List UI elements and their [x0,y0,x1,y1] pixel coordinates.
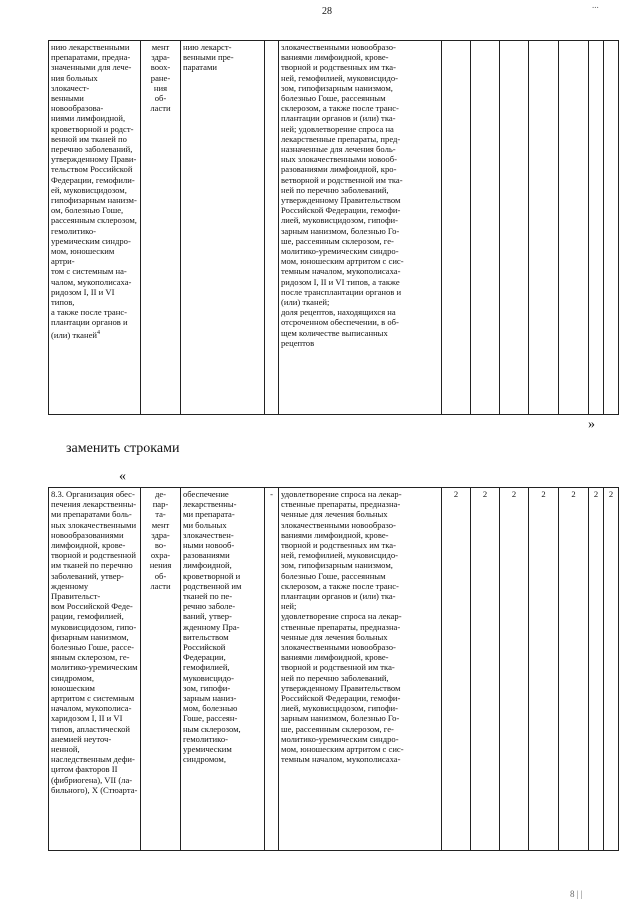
year-value-cell: 2 [471,488,500,851]
indicator-cell: удовлетворение спроса на лекар- ственные препараты, предназна- ченные для лечения больных злокачественными новообразо- ваниями лимфоидной, крове- творной и родственных им тка- ней, гемофилией, муковисцидо- зом, гипофизарным нанизмом, болезнью Гоше, рассеянным склерозом, а также после транс- плантации органов и (или) тка- ней; удовлетворение спроса на лекар- ственные препараты, предназна- ченные для лечения больных злокачественными новообразо- ваниями лимфоидной, крове- творной и родственной им тка- ней по перечню заболеваний, утвержденному Правительством Российской Федерации, гемофи- лией, муковисцидозом, гипофи- зарным нанизмом, болезнью Го- ше, рассеянным склерозом, ге- молитико-уремическим синдро- мом, юношеским артритом с сис- темным началом, мукополисаха- [279,488,442,851]
empty-cell [559,41,589,415]
year-value-cell: 2 [500,488,529,851]
table-row [49,488,619,851]
event-name-cell: 8.3. Организация обес- печения лекарственны- ми препаратами боль- ных злокачественными новообразованиями лимфоидной, крове- творной и родственной им тканей по перечню заболеваний, утвер- жденному Правительст- вом Российской Феде- рации, гемофилией, муковисцидозом, гипо- физарным нанизмом, болезнью Гоше, рассе- янным склерозом, ге- молитико-уремическим синдромом, юношеским артритом с системным началом, мукополиса- харидозом I, II и VI типов, апластической анемией неуточ-ненной, наследственным дефи- цитом факторов II (фибриогена), VII (ла- бильного), X (Стюарта- [49,488,141,851]
year-value-cell: 2 [559,488,589,851]
empty-cell [529,41,559,415]
empty-cell [589,41,604,415]
indicator-cell: злокачественными новообразо- ваниями лимфоидной, крове- творной и родственных им тка- ней, гемофилией, муковисцидо- зом, гипофизарным нанизмом, болезнью Гоше, рассеянным склерозом, а также после транс- плантации органов и (или) тка- ней; удовлетворение спроса на лекарственные препараты, пред- назначенные для лечения боль- ных злокачественными новооб- разованиями лимфоидной, кро- ветворной и родственной им тка- ней по перечню заболеваний, утвержденному Правительством Российской Федерации, гемофи- лией, муковисцидозом, гипофи- зарным нанизмом, болезнью Го- ше, рассеянным склерозом, ге- молитико-уремическим синдро- мом, юношеским артритом с сис- темным началом, мукополисаха- ридозом I, II и VI типов, а также после трансплантации органов и (или) тканей; доля рецептов, находящихся на отсроченном обеспечении, в об- щем количестве выписанных рецептов [279,41,442,415]
responsible-cell: мент здра- воох- ране- ния об- ласти [141,41,181,415]
year-value-cell: 2 [529,488,559,851]
close-quote: » [588,417,595,432]
year-value-cell: 2 [589,488,604,851]
year-value-cell: 2 [442,488,471,851]
page-number: 28 [322,6,332,17]
dash-cell [265,41,279,415]
open-quote: « [119,469,126,484]
scan-mark-bottom: 8 | | [570,889,583,899]
measure-cell: обеспечение лекарственны- ми препарата- ми больных злокачествен- ными новооб- разованиями лимфоидной, кроветворной и родственной им тканей по пе- речню заболе- ваний, утвер- жденному Пра- вительством Российской Федерации, гемофилией, муковисцидо- зом, гипофи- зарным наниз- мом, болезнью Гоше, рассеян- ным склерозом, гемолитико- уремическим синдромом, [181,488,265,851]
empty-cell [442,41,471,415]
event-name-cell: нию лекарственными препаратами, предна- значенными для лече- ния больных злокачест- венными новообразова- ниями лимфоидной, кроветворной и родст- венной им тканей по перечню заболеваний, утвержденному Прави- тельством Российской Федерации, гемофили- ей, муковисцидозом, гипофизарным нанизм- ом, болезнью Гоше, рассеянным склерозом, гемолитико- уремическим синдро- мом, юношеским артри- том с системным на- чалом, мукополисаха- ридозом I, II и VI типов, а также после транс- плантации органов и (или) тканей$^4$ [49,41,141,415]
empty-cell [604,41,619,415]
scan-mark-top: ... [592,0,599,10]
table-fragment-new [48,487,619,851]
replace-instruction: заменить строками [66,441,180,456]
responsible-cell: де- пар- та- мент здра- во- охра- нения об- ласти [141,488,181,851]
empty-cell [500,41,529,415]
table-row [49,41,619,415]
empty-cell [471,41,500,415]
table-fragment-old [48,40,619,415]
measure-cell: нию лекарст- венными пре- паратами [181,41,265,415]
dash-cell: - [265,488,279,851]
year-value-cell: 2 [604,488,619,851]
